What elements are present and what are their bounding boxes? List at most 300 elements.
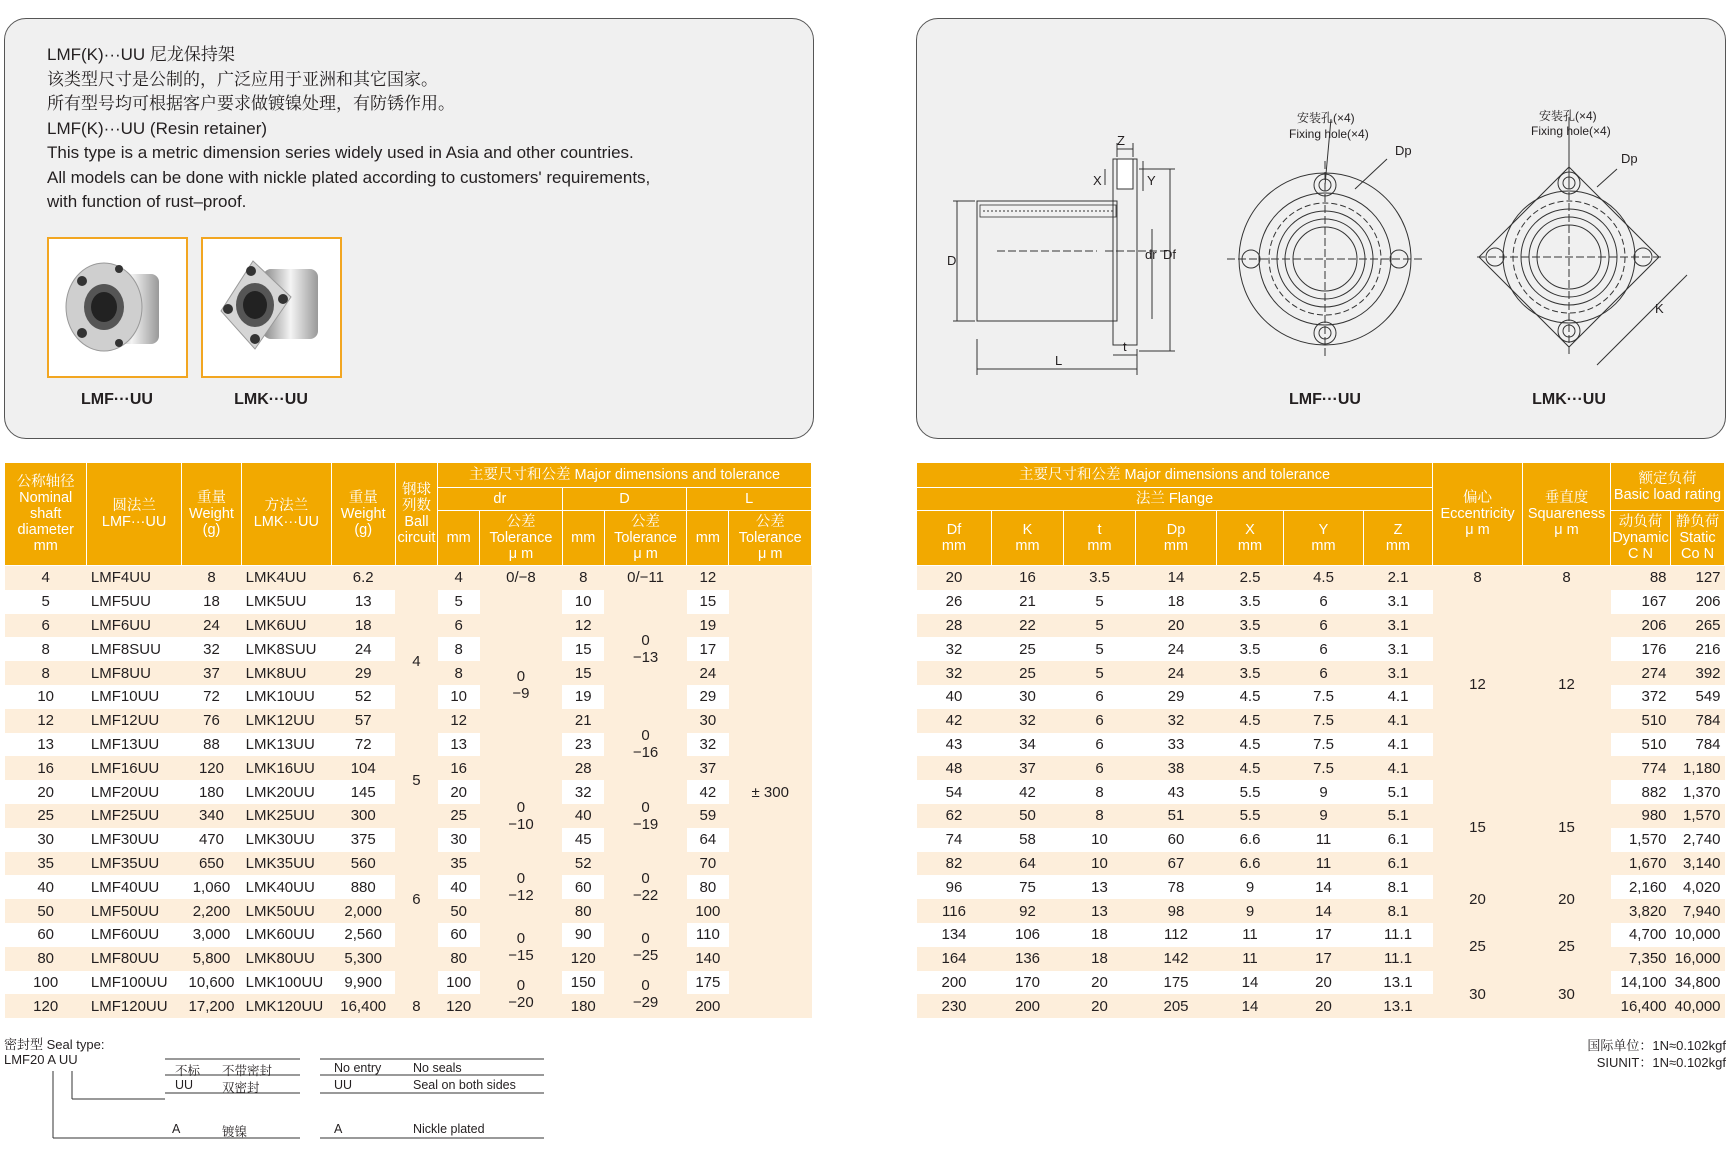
- dr-cell: 16: [438, 756, 480, 780]
- lmf-weight-cell: 1,060: [181, 875, 241, 899]
- plating-en-code: A: [334, 1122, 343, 1136]
- lmf-weight-cell: 5,800: [181, 947, 241, 971]
- z-cell: 8.1: [1364, 899, 1433, 923]
- lmf-drawing-label: LMF···UU: [1289, 391, 1361, 408]
- d-cell: 12: [562, 614, 604, 638]
- x-cell: 4.5: [1217, 733, 1284, 757]
- d-tolerance-cell: 0 −19: [604, 780, 686, 851]
- l-tolerance-cell: ± 300: [729, 566, 812, 1019]
- df-cell: 48: [917, 756, 992, 780]
- col-weight-lmk-header: [331, 463, 395, 566]
- intro-line: with function of rust–proof.: [47, 192, 247, 211]
- df-cell: 96: [917, 875, 992, 899]
- dr-cell: 4: [438, 566, 480, 590]
- k-cell: 25: [992, 661, 1064, 685]
- table-row: [5, 566, 812, 590]
- x-cell: 9: [1217, 875, 1284, 899]
- lmf-model-cell: LMF16UU: [87, 756, 181, 780]
- l-cell: 12: [687, 566, 729, 590]
- x-cell: 6.6: [1217, 828, 1284, 852]
- nominal-cell: 40: [5, 875, 87, 899]
- y-cell: 17: [1284, 923, 1364, 947]
- d-tolerance-cell: 0/−11: [604, 566, 686, 590]
- l-cell: 70: [687, 852, 729, 876]
- lmk-weight-cell: 72: [331, 733, 395, 757]
- k-cell: 64: [992, 852, 1064, 876]
- lmk-weight-cell: 29: [331, 661, 395, 685]
- x-cell: 4.5: [1217, 756, 1284, 780]
- l-cell: 19: [687, 614, 729, 638]
- x-cell: 11: [1217, 947, 1284, 971]
- dr-tolerance-cell: 0 −15: [480, 923, 562, 971]
- seal-en-desc-none: No seals: [413, 1061, 462, 1075]
- static-load-cell: 265: [1671, 614, 1725, 638]
- df-cell: 26: [917, 590, 992, 614]
- lmf-weight-cell: 10,600: [181, 971, 241, 995]
- squareness-header-line: 垂直度: [1544, 490, 1589, 506]
- intro-panel: [4, 18, 814, 439]
- lmk-model-cell: LMK40UU: [242, 875, 331, 899]
- dr-header: dr: [438, 488, 563, 511]
- y-cell: 20: [1284, 971, 1364, 995]
- y-cell: 6: [1284, 661, 1364, 685]
- lmf-weight-cell: 180: [181, 780, 241, 804]
- col-lmk-header: [242, 463, 331, 566]
- dim-dp-label-2: Dp: [1621, 151, 1638, 166]
- weight-header-line: Weight: [340, 506, 386, 522]
- k-cell: 136: [992, 947, 1064, 971]
- l-cell: 100: [687, 899, 729, 923]
- dynamic-load-cell: 372: [1611, 685, 1671, 709]
- ball-header-line: 钢球: [401, 482, 431, 498]
- z-cell: 4.1: [1364, 709, 1433, 733]
- t-cell: 18: [1064, 923, 1136, 947]
- col-header-line: mm: [1087, 538, 1112, 554]
- z-cell: 4.1: [1364, 733, 1433, 757]
- y-cell: 7.5: [1284, 685, 1364, 709]
- df-cell: 230: [917, 994, 992, 1018]
- l-cell: 24: [687, 661, 729, 685]
- weight-header-line: (g): [202, 522, 221, 538]
- dr-tolerance-header: [480, 511, 562, 566]
- z-cell: 5.1: [1364, 780, 1433, 804]
- squareness-cell: 20: [1523, 875, 1611, 923]
- lmk-weight-cell: 2,000: [331, 899, 395, 923]
- col-header-line: mm: [1163, 538, 1189, 554]
- intro-line: All models can be done with nickle plated according to customers' requirements,: [47, 167, 651, 187]
- lmf-front-view: [1227, 119, 1423, 357]
- lmk-model-cell: LMK80UU: [242, 947, 331, 971]
- static-header-line: 静负荷: [1675, 514, 1720, 530]
- lmf-weight-cell: 17,200: [181, 994, 241, 1018]
- table-row: [5, 994, 812, 1018]
- seal-legend-lines: [0, 1055, 560, 1155]
- t-cell: 6: [1064, 709, 1136, 733]
- dr-cell: 50: [438, 899, 480, 923]
- lmk-model-cell: LMK50UU: [242, 899, 331, 923]
- col-z-header: [1364, 511, 1433, 566]
- lmk-model-cell: LMK8SUU: [242, 637, 331, 661]
- weight-header-line: 重量: [348, 490, 378, 506]
- load-header-line: Basic load rating: [1613, 486, 1722, 503]
- static-load-cell: 784: [1671, 709, 1725, 733]
- static-load-cell: 392: [1671, 661, 1725, 685]
- col-header-line: mm: [1237, 538, 1263, 554]
- seal-en-code-uu: UU: [334, 1078, 353, 1092]
- t-cell: 13: [1064, 875, 1136, 899]
- lmk-weight-cell: 13: [331, 590, 395, 614]
- dynamic-header-line: C N: [1628, 546, 1653, 562]
- dp-cell: 20: [1136, 614, 1217, 638]
- lmf-model-cell: LMF35UU: [87, 852, 181, 876]
- drawing-panel: [916, 18, 1726, 439]
- squareness-cell: 12: [1523, 590, 1611, 780]
- dynamic-header-line: 动负荷: [1618, 514, 1663, 530]
- lmf-header-line: LMF···UU: [101, 514, 167, 530]
- nominal-cell: 4: [5, 566, 87, 590]
- lmf-model-cell: LMF50UU: [87, 899, 181, 923]
- y-cell: 17: [1284, 947, 1364, 971]
- dynamic-load-cell: 774: [1611, 756, 1671, 780]
- l-cell: 37: [687, 756, 729, 780]
- lmk-front-view: [1477, 117, 1687, 365]
- l-cell: 17: [687, 637, 729, 661]
- t-cell: 5: [1064, 637, 1136, 661]
- table-row: [917, 566, 1725, 590]
- d-cell: 15: [562, 637, 604, 661]
- z-cell: 5.1: [1364, 804, 1433, 828]
- dynamic-load-cell: 4,700: [1611, 923, 1671, 947]
- eccentricity-header-line: μ m: [1465, 522, 1490, 538]
- x-cell: 3.5: [1217, 661, 1284, 685]
- x-cell: 6.6: [1217, 852, 1284, 876]
- nominal-header-line: mm: [33, 538, 58, 554]
- lmk-weight-cell: 375: [331, 828, 395, 852]
- x-cell: 4.5: [1217, 709, 1284, 733]
- fixing-hole-cn-label: 安装孔(×4): [1297, 111, 1355, 125]
- d-cell: 21: [562, 709, 604, 733]
- d-cell: 150: [562, 971, 604, 995]
- z-cell: 6.1: [1364, 852, 1433, 876]
- t-cell: 6: [1064, 756, 1136, 780]
- static-header-line: Co N: [1681, 546, 1715, 562]
- dynamic-load-cell: 88: [1611, 566, 1671, 590]
- col-k-header: [992, 511, 1064, 566]
- lmk-model-cell: LMK35UU: [242, 852, 331, 876]
- lmk-weight-cell: 300: [331, 804, 395, 828]
- y-cell: 4.5: [1284, 566, 1364, 590]
- left-spec-table: [4, 462, 812, 1018]
- l-mm-header: mm: [687, 511, 729, 566]
- dynamic-load-cell: 980: [1611, 804, 1671, 828]
- dr-cell: 13: [438, 733, 480, 757]
- dp-cell: 32: [1136, 709, 1217, 733]
- lmk-model-cell: LMK25UU: [242, 804, 331, 828]
- k-cell: 200: [992, 994, 1064, 1018]
- z-cell: 11.1: [1364, 947, 1433, 971]
- x-cell: 3.5: [1217, 637, 1284, 661]
- z-cell: 4.1: [1364, 685, 1433, 709]
- x-cell: 3.5: [1217, 614, 1284, 638]
- l-cell: 15: [687, 590, 729, 614]
- table-row: [917, 971, 1725, 995]
- k-cell: 42: [992, 780, 1064, 804]
- nominal-cell: 100: [5, 971, 87, 995]
- dynamic-load-cell: 274: [1611, 661, 1671, 685]
- plating-cn-desc: 镀镍: [222, 1125, 248, 1139]
- k-cell: 170: [992, 971, 1064, 995]
- t-cell: 18: [1064, 947, 1136, 971]
- lmf-weight-cell: 76: [181, 709, 241, 733]
- lmk-model-cell: LMK120UU: [242, 994, 331, 1018]
- l-cell: 80: [687, 875, 729, 899]
- flange-header: 法兰 Flange: [917, 488, 1433, 511]
- k-cell: 30: [992, 685, 1064, 709]
- k-cell: 25: [992, 637, 1064, 661]
- df-cell: 28: [917, 614, 992, 638]
- lmk-model-cell: LMK6UU: [242, 614, 331, 638]
- col-header-line: K: [1022, 522, 1033, 538]
- eccentricity-header-line: 偏心: [1463, 490, 1493, 506]
- seal-cn-code-none: 不标: [175, 1064, 201, 1078]
- lmk-model-cell: LMK100UU: [242, 971, 331, 995]
- col-header-line: X: [1245, 522, 1255, 538]
- lmk-model-cell: LMK5UU: [242, 590, 331, 614]
- df-cell: 43: [917, 733, 992, 757]
- y-cell: 14: [1284, 875, 1364, 899]
- seal-en-code-none: No entry: [334, 1061, 382, 1075]
- lmf-header-line: 圆法兰: [112, 498, 156, 514]
- major-dimensions-header: 主要尺寸和公差 Major dimensions and tolerance: [438, 463, 812, 488]
- dr-cell: 80: [438, 947, 480, 971]
- dp-cell: 29: [1136, 685, 1217, 709]
- static-header-line: Static: [1679, 530, 1716, 546]
- t-cell: 5: [1064, 590, 1136, 614]
- tolerance-header-line: μ m: [633, 546, 658, 562]
- nominal-cell: 35: [5, 852, 87, 876]
- static-load-cell: 34,800: [1671, 971, 1725, 995]
- dim-k-label: K: [1655, 301, 1664, 316]
- x-cell: 4.5: [1217, 685, 1284, 709]
- t-cell: 10: [1064, 852, 1136, 876]
- col-t-header: [1064, 511, 1136, 566]
- z-cell: 3.1: [1364, 590, 1433, 614]
- z-cell: 3.1: [1364, 637, 1433, 661]
- nominal-header-line: shaft: [29, 506, 62, 522]
- col-dp-header: [1136, 511, 1217, 566]
- z-cell: 13.1: [1364, 994, 1433, 1018]
- df-cell: 62: [917, 804, 992, 828]
- lmk-model-cell: LMK20UU: [242, 780, 331, 804]
- z-cell: 13.1: [1364, 971, 1433, 995]
- dr-cell: 8: [438, 661, 480, 685]
- d-cell: 8: [562, 566, 604, 590]
- dynamic-load-cell: 510: [1611, 709, 1671, 733]
- d-cell: 15: [562, 661, 604, 685]
- lmk-weight-cell: 5,300: [331, 947, 395, 971]
- squareness-header: [1523, 463, 1611, 566]
- y-cell: 20: [1284, 994, 1364, 1018]
- col-static-header: [1671, 511, 1725, 566]
- z-cell: 11.1: [1364, 923, 1433, 947]
- lmf-model-cell: LMF120UU: [87, 994, 181, 1018]
- static-load-cell: 549: [1671, 685, 1725, 709]
- dr-cell: 12: [438, 709, 480, 733]
- intro-line: LMF(K)···UU (Resin retainer): [47, 118, 268, 138]
- col-weight-lmf-header: [181, 463, 241, 566]
- nominal-header-line: Nominal: [19, 490, 73, 506]
- lmf-model-cell: LMF20UU: [87, 780, 181, 804]
- d-cell: 40: [562, 804, 604, 828]
- k-cell: 58: [992, 828, 1064, 852]
- tolerance-header-line: 公差: [631, 514, 661, 530]
- eccentricity-header-line: Eccentricity: [1440, 506, 1515, 522]
- dynamic-load-cell: 206: [1611, 614, 1671, 638]
- df-cell: 42: [917, 709, 992, 733]
- unit-note: [1587, 1037, 1726, 1071]
- squareness-cell: 8: [1523, 566, 1611, 590]
- fixing-hole-en-label-2: Fixing hole(×4): [1531, 124, 1611, 138]
- col-nominal-header: [5, 463, 87, 566]
- intro-line: This type is a metric dimension series widely used in Asia and other countries.: [47, 143, 634, 162]
- ball-header-line: circuit: [397, 530, 436, 546]
- lmf-weight-cell: 120: [181, 756, 241, 780]
- dim-l-label: L: [1055, 353, 1063, 368]
- lmf-model-cell: LMF30UU: [87, 828, 181, 852]
- t-cell: 8: [1064, 804, 1136, 828]
- eccentricity-cell: 20: [1433, 875, 1523, 923]
- dr-cell: 30: [438, 828, 480, 852]
- lmk-product-label: LMK···UU: [234, 391, 308, 408]
- dynamic-load-cell: 1,570: [1611, 828, 1671, 852]
- x-cell: 9: [1217, 899, 1284, 923]
- static-load-cell: 3,140: [1671, 852, 1725, 876]
- intro-line: LMF(K)···UU 尼龙保持架: [47, 45, 235, 64]
- eccentricity-cell: 12: [1433, 590, 1523, 780]
- table-row: [5, 804, 812, 828]
- dynamic-load-cell: 14,100: [1611, 971, 1671, 995]
- lmk-header-line: LMK···UU: [253, 514, 319, 530]
- lmk-drawing-label: LMK···UU: [1532, 391, 1606, 408]
- d-cell: 28: [562, 756, 604, 780]
- df-cell: 32: [917, 637, 992, 661]
- lmf-weight-cell: 8: [181, 566, 241, 590]
- d-cell: 80: [562, 899, 604, 923]
- l-cell: 200: [687, 994, 729, 1018]
- dynamic-load-cell: 3,820: [1611, 899, 1671, 923]
- dim-z-label: Z: [1117, 133, 1125, 148]
- nominal-cell: 20: [5, 780, 87, 804]
- lmf-model-cell: LMF25UU: [87, 804, 181, 828]
- dr-cell: 25: [438, 804, 480, 828]
- col-header-line: mm: [1311, 538, 1336, 554]
- y-cell: 6: [1284, 614, 1364, 638]
- lmf-model-cell: LMF6UU: [87, 614, 181, 638]
- dp-cell: 112: [1136, 923, 1217, 947]
- l-cell: 42: [687, 780, 729, 804]
- squareness-header-line: Squareness: [1527, 506, 1606, 522]
- intro-text: [47, 43, 650, 215]
- ball-circuit-cell: 6: [395, 804, 437, 994]
- lmk-weight-cell: 52: [331, 685, 395, 709]
- col-header-line: t: [1097, 522, 1102, 538]
- l-cell: 29: [687, 685, 729, 709]
- static-load-cell: 1,570: [1671, 804, 1725, 828]
- lmf-model-cell: LMF5UU: [87, 590, 181, 614]
- lmf-weight-cell: 72: [181, 685, 241, 709]
- t-cell: 6: [1064, 733, 1136, 757]
- lmk-weight-cell: 9,900: [331, 971, 395, 995]
- df-cell: 200: [917, 971, 992, 995]
- t-cell: 20: [1064, 971, 1136, 995]
- dynamic-load-cell: 510: [1611, 733, 1671, 757]
- col-header-line: mm: [941, 538, 967, 554]
- static-load-cell: 127: [1671, 566, 1725, 590]
- nominal-cell: 8: [5, 637, 87, 661]
- tolerance-header-line: 公差: [755, 514, 785, 530]
- lmk-model-cell: LMK16UU: [242, 756, 331, 780]
- dp-cell: 18: [1136, 590, 1217, 614]
- x-cell: 5.5: [1217, 780, 1284, 804]
- lmf-model-cell: LMF13UU: [87, 733, 181, 757]
- lmk-model-cell: LMK12UU: [242, 709, 331, 733]
- d-cell: 90: [562, 923, 604, 947]
- dp-cell: 78: [1136, 875, 1217, 899]
- t-cell: 20: [1064, 994, 1136, 1018]
- intro-line: 该类型尺寸是公制的，广泛应用于亚洲和其它国家。: [47, 69, 438, 89]
- dr-mm-header: mm: [438, 511, 480, 566]
- l-cell: 30: [687, 709, 729, 733]
- dim-y-label: Y: [1147, 173, 1156, 188]
- df-cell: 54: [917, 780, 992, 804]
- z-cell: 8.1: [1364, 875, 1433, 899]
- k-cell: 22: [992, 614, 1064, 638]
- static-load-cell: 1,370: [1671, 780, 1725, 804]
- nominal-cell: 13: [5, 733, 87, 757]
- lmf-product-label: LMF···UU: [81, 391, 153, 408]
- k-cell: 16: [992, 566, 1064, 590]
- col-x-header: [1217, 511, 1284, 566]
- x-cell: 5.5: [1217, 804, 1284, 828]
- plating-en-desc: Nickle plated: [413, 1122, 485, 1136]
- lmf-model-cell: LMF100UU: [87, 971, 181, 995]
- l-cell: 59: [687, 804, 729, 828]
- y-cell: 14: [1284, 899, 1364, 923]
- ball-header-line: 列数: [401, 498, 431, 514]
- dr-cell: 35: [438, 852, 480, 876]
- dynamic-load-cell: 1,670: [1611, 852, 1671, 876]
- eccentricity-cell: 25: [1433, 923, 1523, 971]
- d-tolerance-header: [604, 511, 686, 566]
- d-cell: 52: [562, 852, 604, 876]
- dynamic-load-cell: 7,350: [1611, 947, 1671, 971]
- x-cell: 2.5: [1217, 566, 1284, 590]
- dp-cell: 51: [1136, 804, 1217, 828]
- y-cell: 9: [1284, 804, 1364, 828]
- z-cell: 3.1: [1364, 661, 1433, 685]
- k-cell: 32: [992, 709, 1064, 733]
- y-cell: 11: [1284, 828, 1364, 852]
- df-cell: 134: [917, 923, 992, 947]
- dynamic-load-cell: 176: [1611, 637, 1671, 661]
- lmf-model-cell: LMF80UU: [87, 947, 181, 971]
- z-cell: 2.1: [1364, 566, 1433, 590]
- l-header: L: [687, 488, 812, 511]
- l-cell: 175: [687, 971, 729, 995]
- dim-df-label: Df: [1163, 247, 1176, 262]
- t-cell: 13: [1064, 899, 1136, 923]
- d-cell: 180: [562, 994, 604, 1018]
